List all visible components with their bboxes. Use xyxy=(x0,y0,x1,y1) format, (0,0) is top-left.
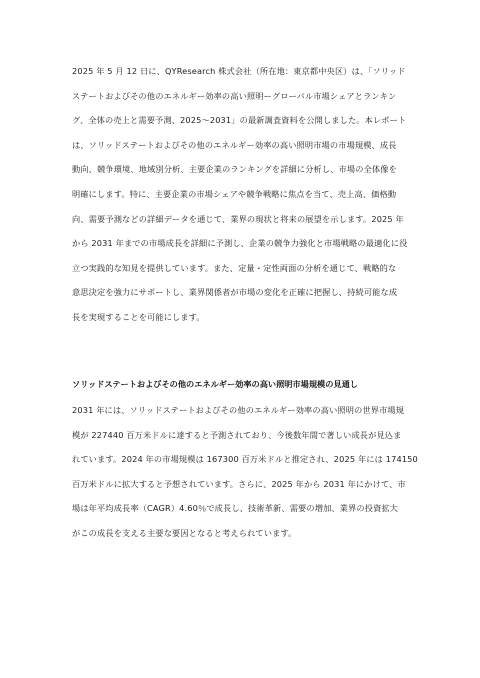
intro-line-3: グ、全体の売上と需要予測、2025～2031」の最新調査資料を公開しました。本レポート xyxy=(72,115,407,126)
intro-line-6: 明確にします。特に、主要企業の市場シェアや競争戦略に焦点を当て、売上高、価格動 xyxy=(72,188,397,199)
intro-line-11: 長を実現することを可能にします。 xyxy=(72,311,205,322)
section-line-5: 場は年平均成長率（CAGR）4.60％で成長し、技術革新、需要の増加、業界の投資拡大 xyxy=(72,503,399,514)
intro-line-2: ステートおよびその他のエネルギー効率の高い照明ーグローバル市場シェアとランキン xyxy=(72,90,397,101)
section-line-3: れています。2024 年の市場規模は 167300 百万米ドルと推定され、2025 年には 174150 xyxy=(72,454,418,465)
section-line-2: 模が 227440 百万米ドルに達すると予測されており、今後数年間で著しい成長が見込ま xyxy=(72,429,402,440)
intro-line-9: 立つ実践的な知見を提供しています。また、定量・定性両面の分析を通じて、戦略的な xyxy=(72,262,397,273)
section-line-6: がこの成長を支える主要な要因となると考えられています。 xyxy=(72,527,297,538)
intro-line-7: 向、需要予測などの詳細データを通じて、業界の現状と将来の展望を示します。2025 年 xyxy=(72,213,404,224)
intro-line-1: 2025 年 5 月 12 日に、QYResearch 株式会社（所在地：東京都中央区）は、「ソリッド xyxy=(72,66,406,76)
intro-line-8: から 2031 年までの市場成長を詳細に予測し、企業の競争力強化と市場戦略の最適化に役 xyxy=(72,238,408,249)
intro-line-5: 動向、競争環境、地域別分析、主要企業のランキングを詳細に分析し、市場の全体像を xyxy=(72,164,397,175)
intro-line-4: は、ソリッドステートおよびその他のエネルギー効率の高い照明市場の市場規模、成長 xyxy=(72,139,397,150)
section-heading: ソリッドステートおよびその他のエネルギー効率の高い照明市場規模の見通し xyxy=(72,379,358,389)
intro-line-10: 意思決定を強力にサポートし、業界関係者が市場の変化を正確に把握し、持続可能な成 xyxy=(72,287,398,298)
section-line-1: 2031 年には、ソリッドステートおよびその他のエネルギー効率の高い照明の世界市場規 xyxy=(72,405,405,415)
intro-paragraph xyxy=(72,59,412,330)
section-line-4: 百万米ドルに拡大すると予想されています。さらに、2025 年から 2031 年にかけて、市 xyxy=(72,478,406,489)
section-paragraph xyxy=(72,398,418,546)
